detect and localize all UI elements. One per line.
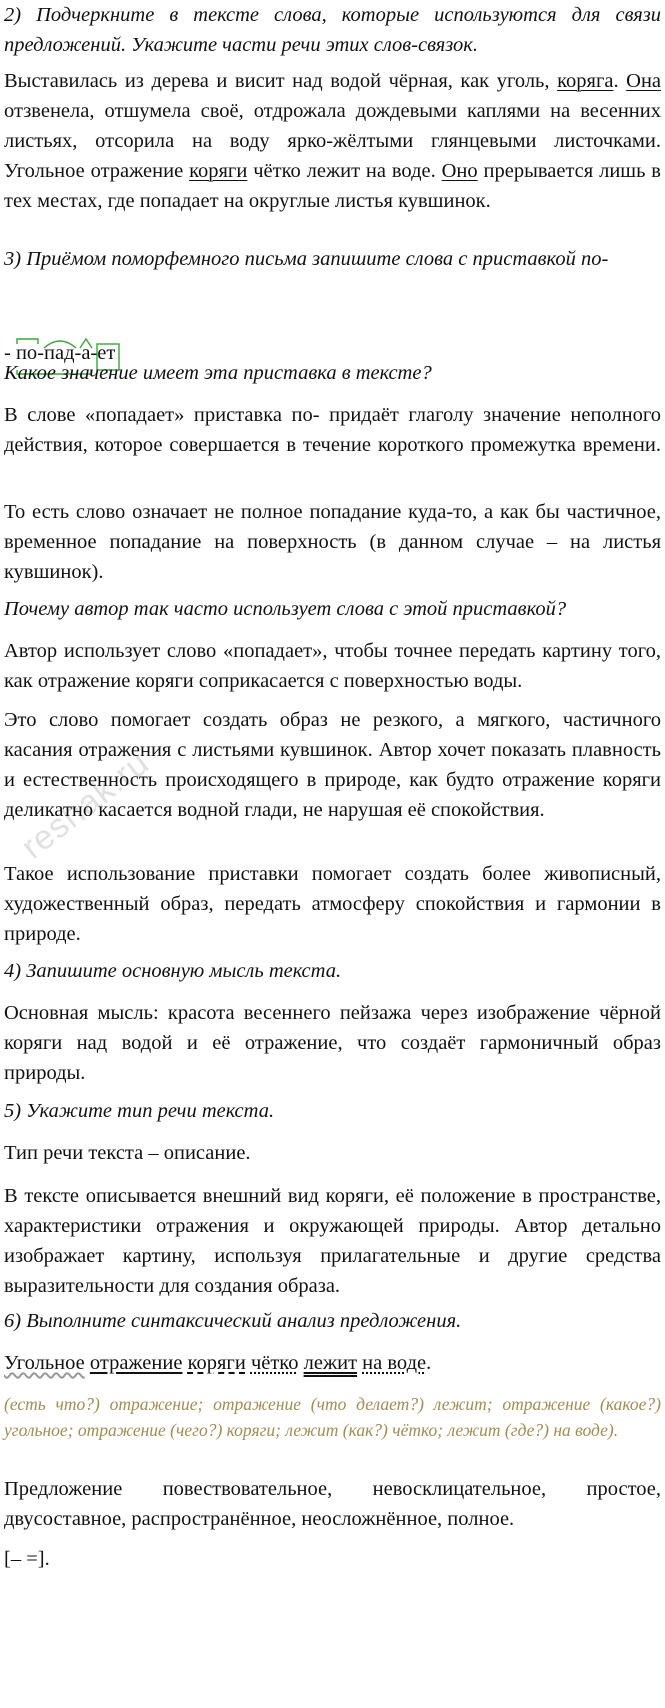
task3-subquestion-1: Какое значение имеет эта приставка в тексте? [4,362,432,384]
text-part: Выставилась из дерева и висит над водой чёрная, как уголь, [4,70,558,92]
analyzed-sentence [4,1348,661,1378]
word-adjective: Угольное [4,1352,85,1374]
task2-text [4,66,661,216]
task2-question: 2) Подчеркните в тексте слова, которые используются для связи предложений. Укажите части речи этих слов-связок. [4,4,661,56]
task3-answer-5: Такое использование приставки помогает создать более живописный, художественный образ, передать атмосферу спокойствия и гармонии в природе. [4,863,661,945]
task3-question: 3) Приёмом поморфемного письма запишите слова с приставкой по- [4,248,609,270]
link-word-koryaga: коряга [557,70,614,92]
word-predicate: лежит [303,1352,358,1374]
link-word-ono: Оно [441,160,478,182]
morpheme-word-text: - по-пад-а-ет [4,342,116,364]
task5-question: 5) Укажите тип речи текста. [4,1100,275,1122]
connections-analysis: (есть что?) отражение; отражение (что делает?) лежит; отражение (какое?) угольное; отражение (чего?) коряги; лежит (как?) чётко; лежит (где?) на воде). [4,1394,661,1440]
text-part: прерывается лишь в тех местах, где попадает на округлые листья кувшинок. [4,160,661,212]
task5-answer: Тип речи текста – описание. [4,1142,251,1164]
watermark: reshak.ru [14,743,157,867]
task6-question: 6) Выполните синтаксический анализ предложения. [4,1310,462,1332]
sentence-characteristics: Предложение повествовательное, невосклицательное, простое, двусоставное, распространённое, неосложнённое, полное. [4,1478,661,1530]
task5-explanation: В тексте описывается внешний вид коряги, её положение в пространстве, характеристики отражения и окружающей природы. Автор детально изображает картину, используя прилагательные и другие средства выразительности для создания образа. [4,1185,661,1297]
task4-question: 4) Запишите основную мысль текста. [4,960,342,982]
task3-answer-1: В слове «попадает» приставка по- придаёт глаголу значение неполного действия, которое совершается в течение короткого промежутка времени. [4,404,661,456]
task3-answer-4: Это слово помогает создать образ не резкого, а мягкого, частичного касания отражения с листьями кувшинок. Автор хочет показать плавность и естественность происходящего в природе, как будто отражение коряги деликатно касается водной глади, не нарушая её спокойствия. [4,709,661,821]
task3-answer-2: То есть слово означает не полное попадание куда-то, а как бы частичное, временное попадание на поверхность (в данном случае – на листья кувшинок). [4,501,661,583]
word-subject: отражение [89,1352,183,1374]
text-part: . [613,70,627,92]
link-word-koryagi: коряги [189,160,248,182]
task3-answer-3: Автор использует слово «попадает», чтобы точнее передать картину того, как отражение коряги соприкасается с поверхностью воды. [4,640,661,692]
task4-answer: Основная мысль: красота весеннего пейзажа через изображение чёрной коряги над водой и её отражение, что создаёт гармоничный образ природы. [4,1002,661,1084]
link-word-ona: Она [626,70,662,92]
text-part: чётко лежит на воде. [247,160,442,182]
task3-subquestion-2: Почему автор так часто использует слова с этой приставкой? [4,598,567,620]
text-part: отзвенела, отшумела своё, отдрожала дождевыми каплями на весенних листьях, отсорила на воду ярко-жёлтыми глянцевыми листочками. Угольное отражение [4,100,661,182]
sentence-end: . [426,1352,432,1374]
sentence-scheme: [– =]. [4,1548,50,1570]
word-place: на воде [362,1352,427,1374]
word-adverbial: чётко [250,1352,299,1374]
word-attribute: коряги [187,1352,246,1374]
